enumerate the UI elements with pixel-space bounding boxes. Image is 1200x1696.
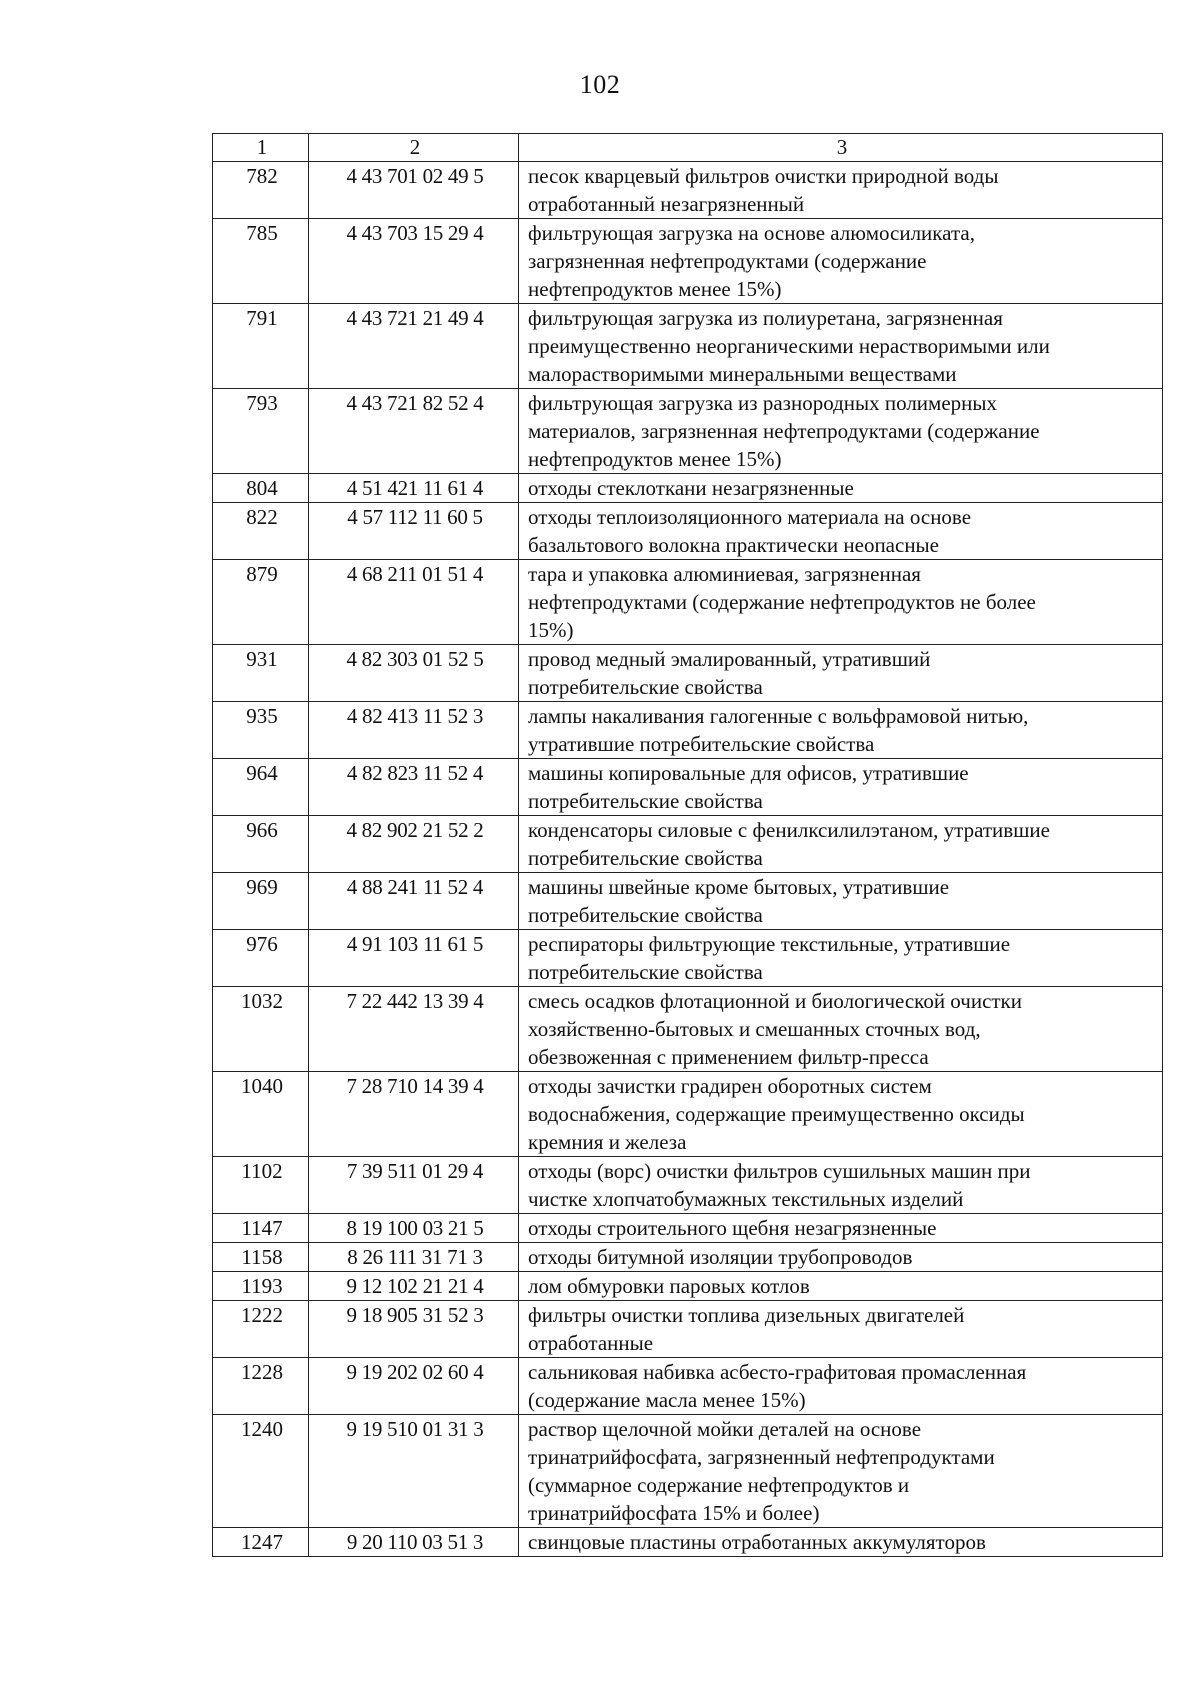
row-number: 976	[213, 930, 309, 987]
waste-description	[519, 1301, 1163, 1358]
table-row	[213, 1415, 1163, 1528]
description-line: лампы накаливания галогенные с вольфрамовой нитью,	[528, 704, 1029, 728]
waste-code: 4 43 721 21 49 4	[309, 304, 519, 389]
description-line: нефтепродуктов менее 15%)	[528, 447, 782, 471]
waste-code: 9 19 202 02 60 4	[309, 1358, 519, 1415]
row-number: 931	[213, 645, 309, 702]
waste-description	[519, 474, 1163, 503]
waste-description	[519, 1358, 1163, 1415]
description-line: фильтрующая загрузка из разнородных полимерных	[528, 391, 998, 415]
table-row	[213, 1072, 1163, 1157]
description-line: фильтры очистки топлива дизельных двигателей	[528, 1303, 965, 1327]
table-row	[213, 1301, 1163, 1358]
waste-description	[519, 560, 1163, 645]
row-number: 1040	[213, 1072, 309, 1157]
row-number: 1240	[213, 1415, 309, 1528]
row-number: 804	[213, 474, 309, 503]
waste-description	[519, 1157, 1163, 1214]
row-number: 935	[213, 702, 309, 759]
description-line: фильтрующая загрузка на основе алюмосиликата,	[528, 221, 975, 245]
description-line: отходы теплоизоляционного материала на основе	[528, 505, 972, 529]
table-row	[213, 702, 1163, 759]
description-line: потребительские свойства	[528, 789, 763, 813]
row-number: 785	[213, 219, 309, 304]
description-line: лом обмуровки паровых котлов	[528, 1274, 810, 1298]
description-line: сальниковая набивка асбесто-графитовая промасленная	[528, 1360, 1027, 1384]
description-line: кремния и железа	[528, 1130, 687, 1154]
table-row	[213, 304, 1163, 389]
description-line: респираторы фильтрующие текстильные, утратившие	[528, 932, 1011, 956]
row-number: 1032	[213, 987, 309, 1072]
description-line: конденсаторы силовые с фенилксилилэтаном, утратившие	[528, 818, 1050, 842]
description-line: малорастворимыми минеральными веществами	[528, 362, 957, 386]
row-number: 964	[213, 759, 309, 816]
description-line: песок кварцевый фильтров очистки природной воды	[528, 164, 999, 188]
row-number: 969	[213, 873, 309, 930]
description-line: нефтепродуктами (содержание нефтепродуктов не более	[528, 590, 1036, 614]
table-row	[213, 645, 1163, 702]
waste-description	[519, 219, 1163, 304]
row-number: 1247	[213, 1528, 309, 1557]
waste-code: 4 43 721 82 52 4	[309, 389, 519, 474]
waste-code: 4 82 413 11 52 3	[309, 702, 519, 759]
waste-description	[519, 162, 1163, 219]
description-line: 15%)	[528, 618, 574, 642]
table-body	[213, 134, 1163, 1557]
waste-code: 4 68 211 01 51 4	[309, 560, 519, 645]
description-line: отходы битумной изоляции трубопроводов	[528, 1245, 913, 1269]
waste-description	[519, 1243, 1163, 1272]
row-number: 791	[213, 304, 309, 389]
row-number: 793	[213, 389, 309, 474]
waste-description	[519, 930, 1163, 987]
waste-description	[519, 389, 1163, 474]
page-number: 102	[579, 70, 621, 99]
waste-description	[519, 1272, 1163, 1301]
waste-code: 4 51 421 11 61 4	[309, 474, 519, 503]
waste-code: 4 57 112 11 60 5	[309, 503, 519, 560]
row-number: 1222	[213, 1301, 309, 1358]
waste-code: 9 19 510 01 31 3	[309, 1415, 519, 1528]
description-line: свинцовые пластины отработанных аккумуляторов	[528, 1530, 986, 1554]
description-line: раствор щелочной мойки деталей на основе	[528, 1417, 922, 1441]
table-row	[213, 1214, 1163, 1243]
table-row	[213, 1358, 1163, 1415]
description-line: водоснабжения, содержащие преимущественно оксиды	[528, 1102, 1025, 1126]
description-line: машины швейные кроме бытовых, утратившие	[528, 875, 950, 899]
row-number: 1147	[213, 1214, 309, 1243]
description-line: преимущественно неорганическими нерастворимыми или	[528, 334, 1050, 358]
table-row	[213, 1272, 1163, 1301]
table-row	[213, 987, 1163, 1072]
row-number: 822	[213, 503, 309, 560]
header-col-2: 2	[309, 134, 519, 162]
description-line: материалов, загрязненная нефтепродуктами (содержание	[528, 419, 1040, 443]
description-line: отходы строительного щебня незагрязненные	[528, 1216, 937, 1240]
description-line: провод медный эмалированный, утративший	[528, 647, 931, 671]
waste-code: 9 18 905 31 52 3	[309, 1301, 519, 1358]
description-line: (содержание масла менее 15%)	[528, 1388, 806, 1412]
header-col-1: 1	[213, 134, 309, 162]
row-number: 1158	[213, 1243, 309, 1272]
description-line: отходы стеклоткани незагрязненные	[528, 476, 854, 500]
row-number: 1102	[213, 1157, 309, 1214]
table-row	[213, 389, 1163, 474]
header-col-3: 3	[519, 134, 1163, 162]
waste-table	[212, 133, 1163, 1557]
table-row	[213, 759, 1163, 816]
description-line: фильтрующая загрузка из полиуретана, загрязненная	[528, 306, 1003, 330]
description-line: отходы зачистки градирен оборотных систем	[528, 1074, 932, 1098]
description-line: нефтепродуктов менее 15%)	[528, 277, 782, 301]
row-number: 966	[213, 816, 309, 873]
table-header-row	[213, 134, 1163, 162]
description-line: потребительские свойства	[528, 960, 763, 984]
waste-code: 4 43 703 15 29 4	[309, 219, 519, 304]
waste-code: 9 20 110 03 51 3	[309, 1528, 519, 1557]
description-line: тринатрийфосфата, загрязненный нефтепродуктами	[528, 1445, 995, 1469]
description-line: обезвоженная с применением фильтр-пресса	[528, 1045, 929, 1069]
waste-description	[519, 1214, 1163, 1243]
waste-code: 4 82 823 11 52 4	[309, 759, 519, 816]
waste-description	[519, 702, 1163, 759]
description-line: потребительские свойства	[528, 846, 763, 870]
waste-description	[519, 503, 1163, 560]
description-line: (суммарное содержание нефтепродуктов и	[528, 1473, 910, 1497]
description-line: смесь осадков флотационной и биологической очистки	[528, 989, 1023, 1013]
table-row	[213, 873, 1163, 930]
waste-code: 7 28 710 14 39 4	[309, 1072, 519, 1157]
waste-description	[519, 759, 1163, 816]
table-row	[213, 474, 1163, 503]
description-line: отходы (ворс) очистки фильтров сушильных машин при	[528, 1159, 1031, 1183]
table-row	[213, 1157, 1163, 1214]
description-line: тринатрийфосфата 15% и более)	[528, 1501, 820, 1525]
table-row	[213, 162, 1163, 219]
waste-description	[519, 1072, 1163, 1157]
row-number: 1193	[213, 1272, 309, 1301]
description-line: хозяйственно-бытовых и смешанных сточных вод,	[528, 1017, 981, 1041]
description-line: отработанные	[528, 1331, 654, 1355]
waste-code: 8 26 111 31 71 3	[309, 1243, 519, 1272]
table-row	[213, 219, 1163, 304]
waste-code: 4 91 103 11 61 5	[309, 930, 519, 987]
row-number: 879	[213, 560, 309, 645]
description-line: потребительские свойства	[528, 903, 763, 927]
table-row	[213, 503, 1163, 560]
row-number: 1228	[213, 1358, 309, 1415]
description-line: отработанный незагрязненный	[528, 192, 805, 216]
description-line: чистке хлопчатобумажных текстильных изделий	[528, 1187, 964, 1211]
waste-description	[519, 1415, 1163, 1528]
description-line: потребительские свойства	[528, 675, 763, 699]
waste-description	[519, 645, 1163, 702]
waste-description	[519, 873, 1163, 930]
waste-code: 4 43 701 02 49 5	[309, 162, 519, 219]
waste-code: 4 82 902 21 52 2	[309, 816, 519, 873]
waste-description	[519, 816, 1163, 873]
waste-code: 7 39 511 01 29 4	[309, 1157, 519, 1214]
waste-description	[519, 987, 1163, 1072]
description-line: загрязненная нефтепродуктами (содержание	[528, 249, 927, 273]
description-line: утратившие потребительские свойства	[528, 732, 875, 756]
table-row	[213, 1528, 1163, 1557]
waste-code: 4 88 241 11 52 4	[309, 873, 519, 930]
table-row	[213, 1243, 1163, 1272]
table-row	[213, 816, 1163, 873]
waste-code: 7 22 442 13 39 4	[309, 987, 519, 1072]
waste-code: 9 12 102 21 21 4	[309, 1272, 519, 1301]
waste-description	[519, 304, 1163, 389]
waste-code: 4 82 303 01 52 5	[309, 645, 519, 702]
description-line: машины копировальные для офисов, утратившие	[528, 761, 969, 785]
waste-code: 8 19 100 03 21 5	[309, 1214, 519, 1243]
table-row	[213, 930, 1163, 987]
description-line: базальтового волокна практически неопасные	[528, 533, 939, 557]
waste-description	[519, 1528, 1163, 1557]
row-number: 782	[213, 162, 309, 219]
description-line: тара и упаковка алюминиевая, загрязненная	[528, 562, 921, 586]
table-row	[213, 560, 1163, 645]
